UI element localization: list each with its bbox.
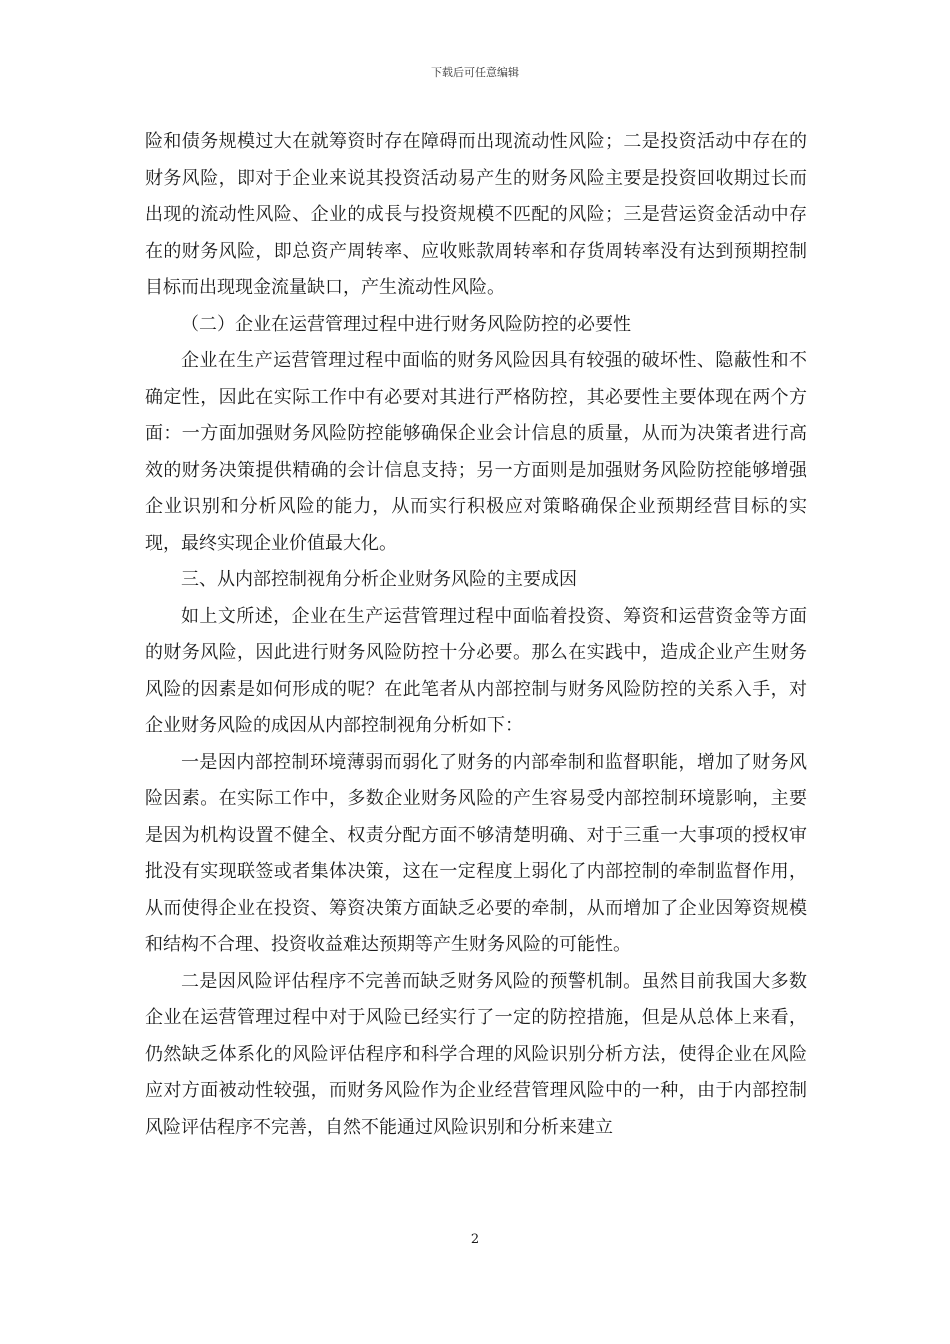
paragraph-necessity: 企业在生产运营管理过程中面临的财务风险因具有较强的破坏性、隐蔽性和不确定性，因此在实际工作中有必要对其进行严格防控，其必要性主要体现在两个方面：一方面加强财务风险防控能够确保企业会计信息的质量，从而为决策者进行高效的财务决策提供精确的会计信息支持；另一方面则是加强财务风险防控能够增强企业识别和分析风险的能力，从而实行积极应对策略确保企业预期经营目标的实现，最终实现企业价值最大化。: [145, 350, 807, 554]
paragraph-continuation: 险和债务规模过大在就筹资时存在障碍而出现流动性风险；二是投资活动中存在的财务风险，即对于企业来说其投资活动易产生的财务风险主要是投资回收期过长而出现的流动性风险、企业的成長与投资规模不匹配的风险；三是营运资金活动中存在的财务风险，即总资产周转率、应收账款周转率和存货周转率没有达到预期控制目标而出现现金流量缺口，产生流动性风险。: [145, 131, 807, 298]
paragraph-cause-two: 二是因风险评估程序不完善而缺乏财务风险的预警机制。虽然目前我国大多数企业在运营管理过程中对于风险已经实行了一定的防控措施，但是从总体上来看，仍然缺乏体系化的风险评估程序和科学合理的风险识别分析方法，使得企业在风险应对方面被动性较强，而财务风险作为企业经营管理风险中的一种，由于内部控制风险评估程序不完善，自然不能通过风险识别和分析来建立: [145, 970, 807, 1138]
paragraph-cause-one: 一是因内部控制环境薄弱而弱化了财务的内部牵制和监督职能，增加了财务风险因素。在实际工作中，多数企业财务风险的产生容易受内部控制环境影响，主要是因为机构设置不健全、权责分配方面不够清楚明确、对于三重一大事项的授权审批没有实现联签或者集体决策，这在一定程度上弱化了内部控制的牵制监督作用，从而使得企业在投资、筹资决策方面缺乏必要的牵制，从而增加了企业因筹资规模和结构不合理、投资收益难达预期等产生财务风险的可能性。: [145, 751, 807, 955]
paragraph-causes-intro: 如上文所述，企业在生产运营管理过程中面临着投资、筹资和运营资金等方面的财务风险，因此进行财务风险防控十分必要。那么在实践中，造成企业产生财务风险的因素是如何形成的呢？在此笔者从内部控制与财务风险防控的关系入手，对企业财务风险的成因从内部控制视角分析如下：: [145, 605, 807, 736]
page-number: 2: [470, 1232, 480, 1247]
section-heading-necessity: （二）企业在运营管理过程中进行财务风险防控的必要性: [181, 313, 631, 335]
section-heading-causes: 三、从内部控制视角分析企业财务风险的主要成因: [181, 569, 577, 590]
page-header: 下载后可任意编辑: [431, 66, 519, 79]
body-text: [145, 124, 807, 1146]
